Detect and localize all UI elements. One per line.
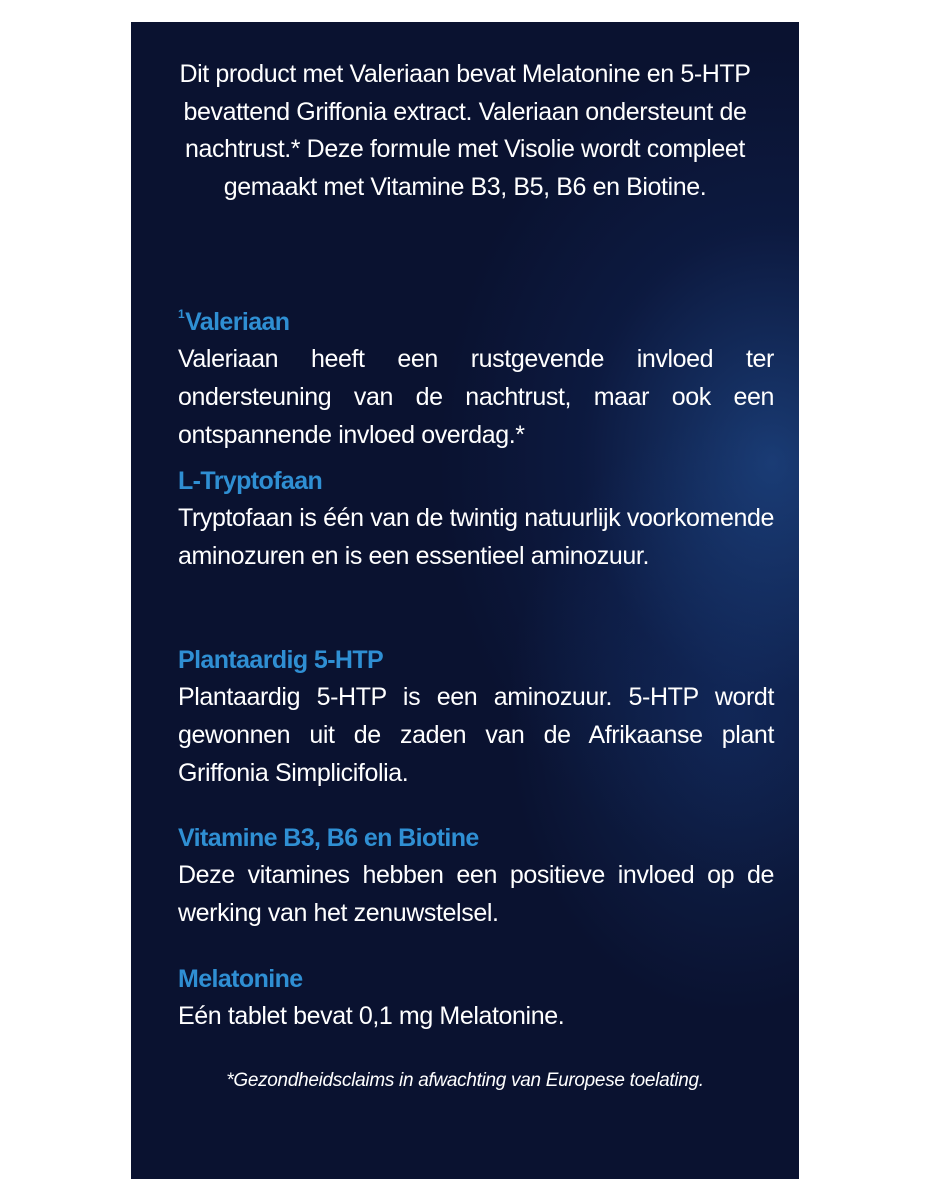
- section-melatonine: [178, 961, 774, 1035]
- section-heading: Plantaardig 5-HTP: [178, 646, 384, 674]
- section-text: Tryptofaan is één van de twintig natuurlijk voorkomende aminozuren en is een essentieel aminozuur.: [178, 504, 774, 570]
- section-valeriaan: [178, 304, 774, 454]
- section-text: Plantaardig 5-HTP is een aminozuur. 5-HTP wordt gewonnen uit de zaden van de Afrikaanse plant Griffonia Simplicifolia.: [178, 683, 774, 787]
- section-text: Valeriaan heeft een rustgevende invloed ter ondersteuning van de nachtrust, maar ook een ontspannende invloed overdag.*: [178, 345, 774, 449]
- section-heading-text: Valeriaan: [185, 308, 290, 336]
- section-heading: [178, 304, 774, 340]
- section-heading: L-Tryptofaan: [178, 467, 323, 495]
- section-text: Eén tablet bevat 0,1 mg Melatonine.: [178, 1002, 565, 1030]
- section-vitamine-b3-b6-biotine: [178, 820, 774, 932]
- section-heading: Vitamine B3, B6 en Biotine: [178, 824, 479, 852]
- intro-paragraph: Dit product met Valeriaan bevat Melatonine en 5-HTP bevattend Griffonia extract. Valeriaan ondersteunt de nachtrust.* Deze formule met Visolie wordt compleet gemaakt met Vitamine B3, B5, B6 en Biotine.: [179, 60, 751, 201]
- section-heading: Melatonine: [178, 965, 303, 993]
- footnote-marker: 1: [178, 307, 185, 321]
- section-text: Deze vitamines hebben een positieve invloed op de werking van het zenuwstelsel.: [178, 861, 774, 927]
- section-l-tryptofaan: [178, 463, 774, 575]
- section-plantaardig-5-htp: [178, 642, 774, 792]
- product-info-panel: [131, 22, 799, 1179]
- footnote-disclaimer: *Gezondheidsclaims in afwachting van Europese toelating.: [226, 1070, 704, 1091]
